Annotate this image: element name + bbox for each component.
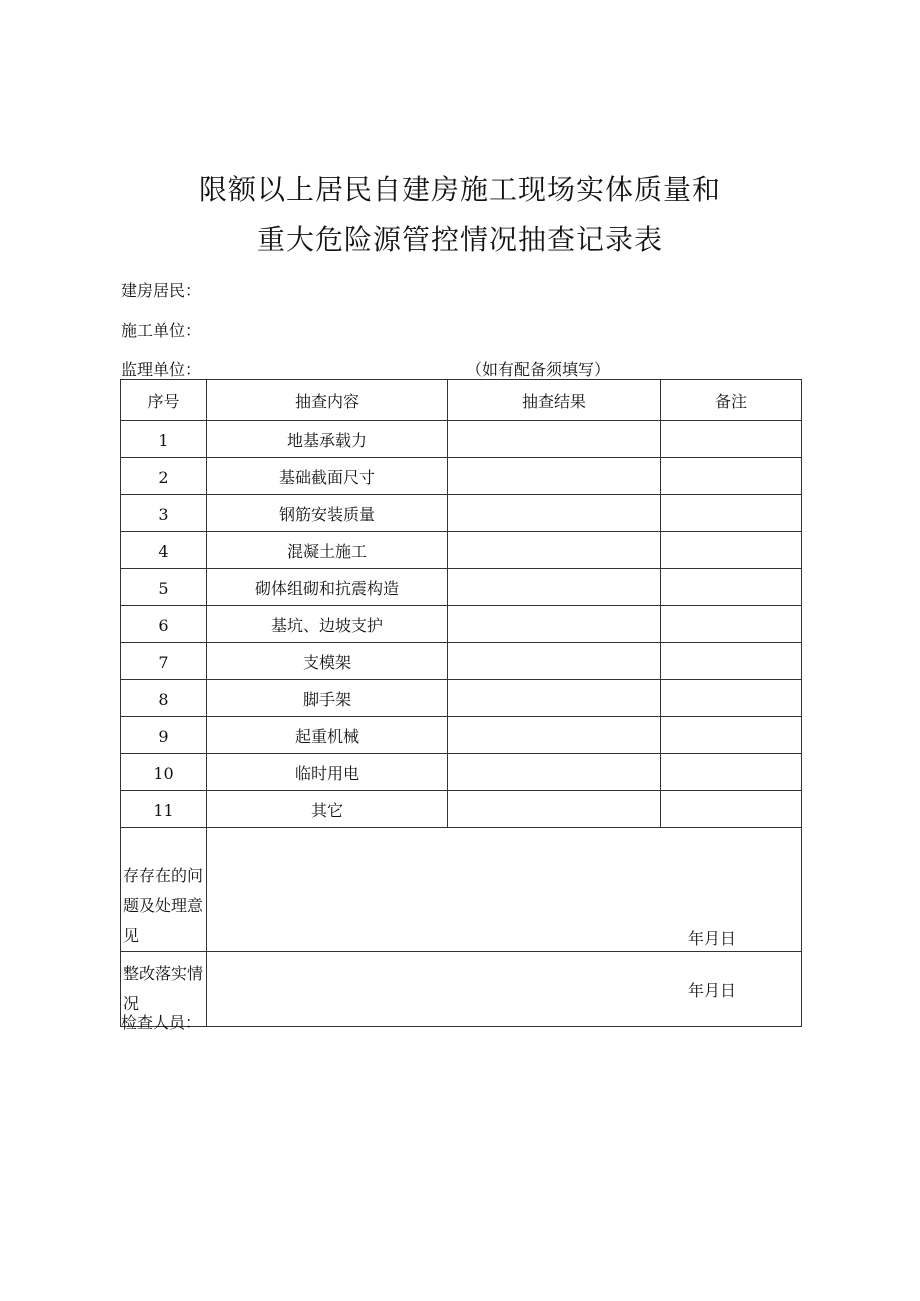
- rectification-content-cell[interactable]: [207, 952, 802, 1027]
- supervisor-field-label: 监理单位：: [121, 360, 202, 379]
- table-row: [121, 569, 802, 606]
- resident-field-label: 建房居民：: [121, 281, 202, 300]
- form-title-line-2: 重大危险源管控情况抽查记录表: [256, 223, 663, 256]
- row-result-cell[interactable]: [448, 569, 661, 606]
- row-number: 9: [121, 717, 207, 754]
- row-remark-cell[interactable]: [661, 754, 802, 791]
- row-number: 5: [121, 569, 207, 606]
- rectification-date-label: 年月日: [688, 981, 737, 1000]
- header-remark: 备注: [661, 380, 802, 421]
- row-result-cell[interactable]: [448, 791, 661, 828]
- row-number: 4: [121, 532, 207, 569]
- row-remark-cell[interactable]: [661, 680, 802, 717]
- row-check-item: 基础截面尺寸: [207, 458, 448, 495]
- header-item: 抽查内容: [207, 380, 448, 421]
- supervisor-note: （如有配备须填写）: [466, 360, 611, 379]
- row-remark-cell[interactable]: [661, 569, 802, 606]
- row-number: 2: [121, 458, 207, 495]
- row-result-cell[interactable]: [448, 754, 661, 791]
- row-number: 6: [121, 606, 207, 643]
- row-remark-cell[interactable]: [661, 495, 802, 532]
- row-number: 1: [121, 421, 207, 458]
- issues-date-label: 年月日: [688, 929, 737, 948]
- row-result-cell[interactable]: [448, 495, 661, 532]
- row-remark-cell[interactable]: [661, 458, 802, 495]
- row-remark-cell[interactable]: [661, 791, 802, 828]
- row-result-cell[interactable]: [448, 643, 661, 680]
- row-remark-cell[interactable]: [661, 643, 802, 680]
- table-header-row: [121, 380, 802, 421]
- row-remark-cell[interactable]: [661, 717, 802, 754]
- header-no: 序号: [121, 380, 207, 421]
- row-result-cell[interactable]: [448, 680, 661, 717]
- row-result-cell[interactable]: [448, 717, 661, 754]
- table-row: [121, 495, 802, 532]
- row-check-item: 临时用电: [207, 754, 448, 791]
- inspector-field-label: 检查人员：: [121, 1013, 202, 1032]
- row-remark-cell[interactable]: [661, 606, 802, 643]
- form-title-line-1: 限额以上居民自建房施工现场实体质量和: [198, 173, 721, 206]
- row-check-item: 其它: [207, 791, 448, 828]
- inspection-table: [120, 379, 802, 1027]
- row-number: 3: [121, 495, 207, 532]
- row-number: 7: [121, 643, 207, 680]
- table-row: [121, 532, 802, 569]
- row-check-item: 脚手架: [207, 680, 448, 717]
- table-row: [121, 717, 802, 754]
- table-row: [121, 680, 802, 717]
- row-check-item: 起重机械: [207, 717, 448, 754]
- row-check-item: 地基承载力: [207, 421, 448, 458]
- issues-label: 存存在的问题及处理意见: [121, 828, 207, 952]
- row-result-cell[interactable]: [448, 532, 661, 569]
- rectification-label: 整改落实情况: [121, 952, 207, 1027]
- row-result-cell[interactable]: [448, 421, 661, 458]
- row-check-item: 混凝土施工: [207, 532, 448, 569]
- row-number: 11: [121, 791, 207, 828]
- issues-row: [121, 828, 802, 952]
- row-check-item: 支模架: [207, 643, 448, 680]
- row-number: 8: [121, 680, 207, 717]
- table-row: [121, 791, 802, 828]
- table-row: [121, 643, 802, 680]
- rectification-row: [121, 952, 802, 1027]
- issues-content-cell[interactable]: [207, 828, 802, 952]
- table-row: [121, 421, 802, 458]
- row-check-item: 砌体组砌和抗震构造: [207, 569, 448, 606]
- table-row: [121, 606, 802, 643]
- row-check-item: 钢筋安装质量: [207, 495, 448, 532]
- row-check-item: 基坑、边坡支护: [207, 606, 448, 643]
- header-result: 抽查结果: [448, 380, 661, 421]
- row-result-cell[interactable]: [448, 606, 661, 643]
- row-remark-cell[interactable]: [661, 532, 802, 569]
- row-number: 10: [121, 754, 207, 791]
- contractor-field-label: 施工单位：: [121, 321, 202, 340]
- row-result-cell[interactable]: [448, 458, 661, 495]
- row-remark-cell[interactable]: [661, 421, 802, 458]
- table-row: [121, 754, 802, 791]
- table-row: [121, 458, 802, 495]
